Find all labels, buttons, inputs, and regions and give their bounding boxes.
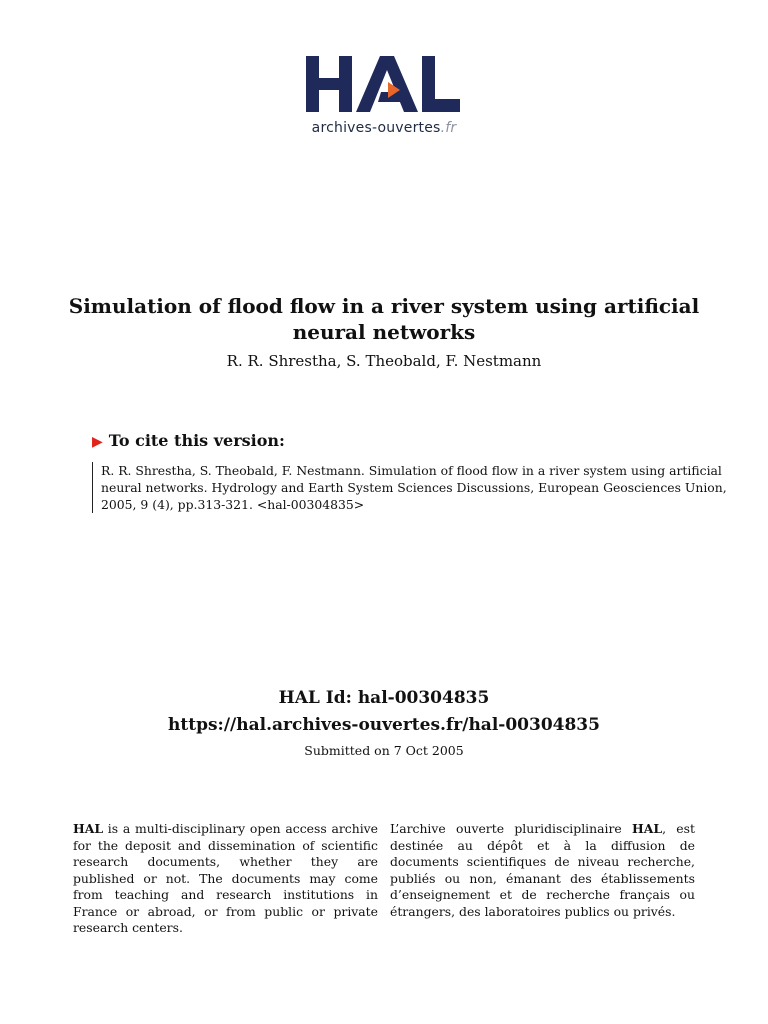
submitted-date: Submitted on 7 Oct 2005: [304, 743, 464, 758]
hal-logo: [0, 52, 768, 136]
hal-logo-mark: [304, 52, 464, 116]
paper-authors: R. R. Shrestha, S. Theobald, F. Nestmann: [226, 352, 542, 370]
blurb-english: HAL is a multi-disciplinary open access archive for the deposit and dissemination of scientific research documents, whether they are published or not. The documents may come from teaching and research institutions in France or abroad, or from public or private research centers.: [73, 821, 378, 935]
hal-id-block: [0, 685, 768, 739]
play-arrow-icon: ▶: [92, 434, 103, 450]
blurb-french: L’archive ouverte pluridisciplinaire HAL, est destinée au dépôt et à la diffusion de documents scientifiques de niveau recherche, publiés ou non, émanant des établissements d’enseignement et de recherche français ou étrangers, des laboratoires publics ou privés.: [390, 821, 695, 919]
title-line-2: neural networks: [292, 320, 476, 344]
hal-url-link[interactable]: https://hal.archives-ouvertes.fr/hal-00304835: [168, 715, 600, 735]
cite-heading: [92, 431, 285, 450]
hal-id: HAL Id: hal-00304835: [278, 688, 490, 708]
title-line-1: Simulation of flood flow in a river system using artificial: [68, 294, 700, 318]
cite-heading-text: To cite this version:: [108, 431, 285, 450]
citation-text: R. R. Shrestha, S. Theobald, F. Nestmann. Simulation of flood flow in a river system using artificial neural networks. Hydrology and Earth System Sciences Discussions, European Geosciences Union, 2005, 9 (4), pp.313-321. <hal-00304835>: [92, 462, 733, 513]
logo-subtitle: archives-ouvertes.fr: [311, 120, 457, 136]
paper-title: [60, 293, 708, 345]
